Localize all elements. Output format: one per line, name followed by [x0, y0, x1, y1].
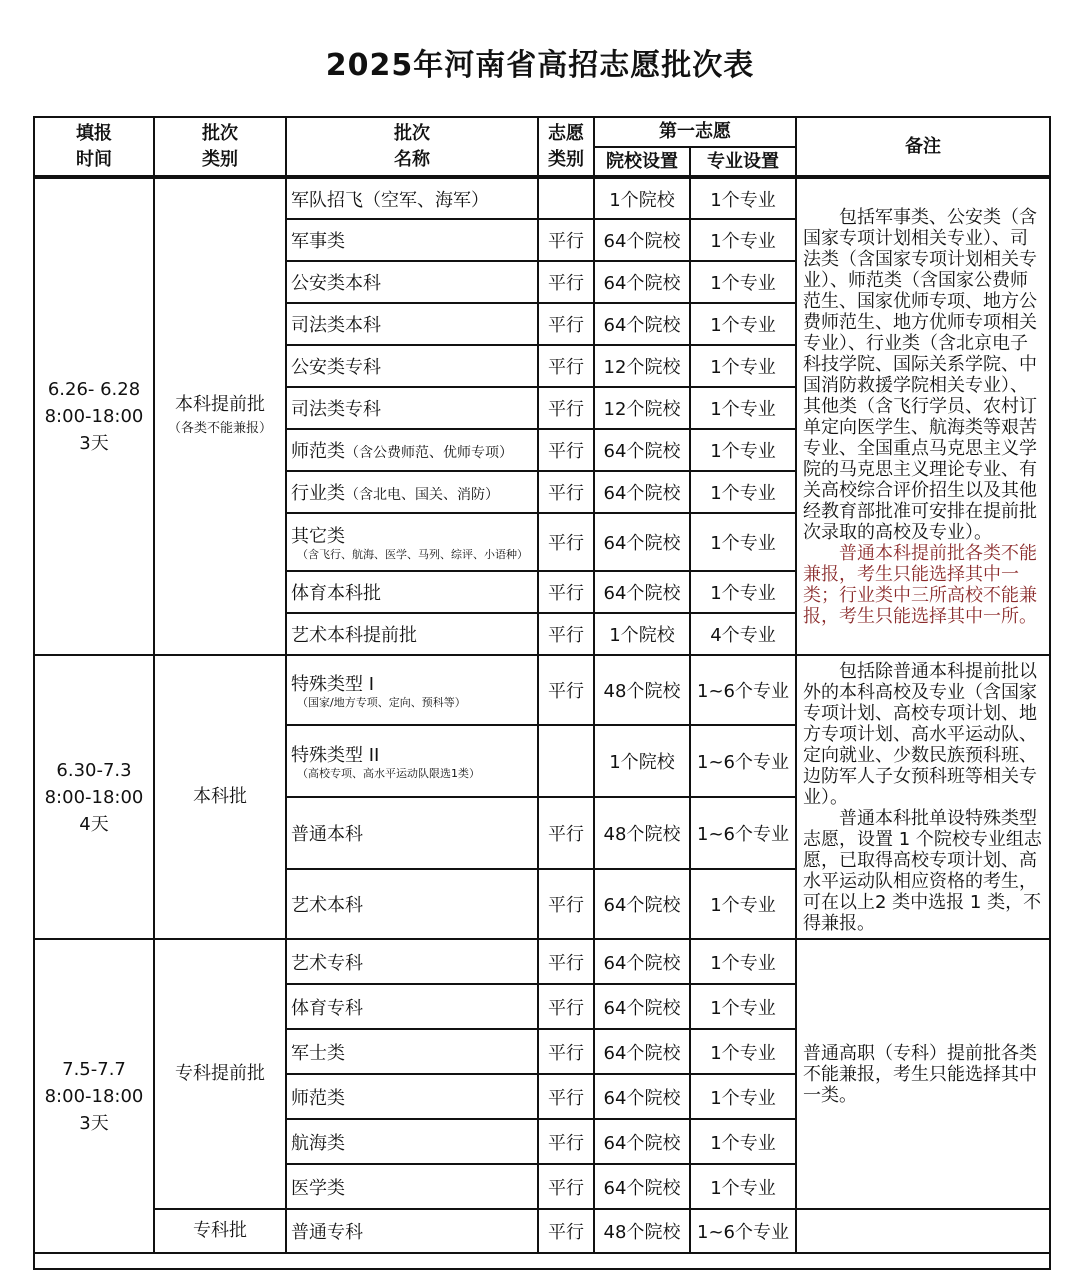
remarks-note [796, 177, 1050, 655]
batch-name: 体育本科批 [286, 571, 538, 613]
major-setting: 1个专业 [690, 513, 796, 571]
major-setting: 1个专业 [690, 261, 796, 303]
cell-text: 6.26- 6.28 [47, 379, 141, 400]
major-setting: 1~6个专业 [690, 725, 796, 797]
wish-type: 平行 [538, 869, 594, 939]
cell-text: （国家/地方专项、定向、预科等） [297, 696, 466, 709]
wish-type: 平行 [538, 571, 594, 613]
batch-name: 司法类本科 [286, 303, 538, 345]
major-setting: 1个专业 [690, 869, 796, 939]
school-setting: 64个院校 [594, 1029, 690, 1074]
cell-text: 批次 [394, 122, 430, 144]
group-time [34, 655, 154, 939]
cell-text: 普通高职（专科）提前批各类不能兼报，考生只能选择其中一类。 [803, 1042, 1037, 1106]
cell-text: 批次 [202, 122, 238, 144]
cell-text: 特殊类型 I [291, 674, 375, 695]
cell-text: （含公费师范、优师专项） [345, 445, 513, 461]
cell-text: （含飞行、航海、医学、马列、综评、小语种） [297, 548, 528, 561]
header-first-wish: 第一志愿 [594, 117, 796, 147]
batch-name: 普通本科 [286, 797, 538, 869]
cell-text: （含北电、国关、消防） [345, 487, 499, 503]
cell-text: 包括除普通本科提前批以外的本科高校及专业（含国家专项计划、高校专项计划、地方专项计划、高水平运动队、定向就业、少数民族预科班、边防军人子女预科班等相关专业）。 [803, 660, 1037, 808]
school-setting: 12个院校 [594, 345, 690, 387]
major-setting: 1~6个专业 [690, 655, 796, 725]
table-row [34, 1209, 1050, 1253]
wish-type: 平行 [538, 984, 594, 1029]
cell-text: 6.30-7.3 [56, 759, 132, 781]
cell-text: 名称 [394, 148, 430, 170]
major-setting: 1个专业 [690, 1029, 796, 1074]
cell-text: （各类不能兼报） [167, 420, 272, 436]
major-setting: 1个专业 [690, 1164, 796, 1209]
batch-name: 师范类 [286, 1074, 538, 1119]
header-batch-name [286, 117, 538, 177]
school-setting: 12个院校 [594, 387, 690, 429]
table-row [34, 655, 1050, 725]
cell-text: 3天 [79, 433, 109, 454]
major-setting: 1个专业 [690, 429, 796, 471]
major-setting: 1个专业 [690, 303, 796, 345]
batch-name: 军士类 [286, 1029, 538, 1074]
wish-type: 平行 [538, 1119, 594, 1164]
school-setting: 64个院校 [594, 513, 690, 571]
wish-type: 平行 [538, 1074, 594, 1119]
header-wish-type [538, 117, 594, 177]
major-setting: 1个专业 [690, 177, 796, 219]
cell-text: 填报 [76, 122, 112, 144]
cell-text: （高校专项、高水平运动队限选1类） [297, 767, 480, 780]
cell-text: 师范类 [291, 441, 345, 462]
cell-text: 行业类 [291, 483, 345, 504]
header-major-setting: 专业设置 [690, 147, 796, 177]
cell-text: 类别 [202, 148, 238, 170]
cell-text: 本科批 [193, 786, 247, 807]
cell-text: 3天 [79, 1112, 109, 1134]
cell-text: 8:00-18:00 [44, 406, 144, 427]
batch-name: 艺术本科 [286, 869, 538, 939]
wish-type: 平行 [538, 261, 594, 303]
cell-text: 其它类 [291, 526, 345, 547]
cell-text: 本科提前批 [175, 393, 265, 415]
batch-name [286, 725, 538, 797]
school-setting: 48个院校 [594, 1209, 690, 1253]
wish-type: 平行 [538, 613, 594, 655]
group-category [154, 655, 286, 939]
wish-type: 平行 [538, 219, 594, 261]
major-setting: 1个专业 [690, 571, 796, 613]
cut-off-row [34, 1253, 1050, 1269]
cell-text: 专科提前批 [175, 1063, 265, 1084]
cell-text: 类别 [548, 148, 584, 170]
major-setting: 1个专业 [690, 387, 796, 429]
wish-type: 平行 [538, 797, 594, 869]
batch-name: 军队招飞（空军、海军） [286, 177, 538, 219]
batch-name: 普通专科 [286, 1209, 538, 1253]
table-row [34, 939, 1050, 984]
major-setting: 1个专业 [690, 984, 796, 1029]
page-title: 2025年河南省高招志愿批次表 [325, 48, 755, 83]
wish-type: 平行 [538, 1209, 594, 1253]
header-remarks: 备注 [796, 117, 1050, 177]
school-setting: 64个院校 [594, 303, 690, 345]
school-setting: 48个院校 [594, 655, 690, 725]
batch-name [286, 429, 538, 471]
batch-name: 航海类 [286, 1119, 538, 1164]
group-time [34, 177, 154, 655]
batch-name: 体育专科 [286, 984, 538, 1029]
school-setting: 64个院校 [594, 1119, 690, 1164]
school-setting: 64个院校 [594, 1164, 690, 1209]
cell-text: 志愿 [548, 122, 584, 144]
major-setting: 1~6个专业 [690, 797, 796, 869]
school-setting: 64个院校 [594, 571, 690, 613]
group-time [34, 939, 154, 1253]
wish-type: 平行 [538, 1029, 594, 1074]
school-setting: 64个院校 [594, 429, 690, 471]
wish-type: 平行 [538, 471, 594, 513]
wish-type: 平行 [538, 939, 594, 984]
major-setting: 1个专业 [690, 1074, 796, 1119]
school-setting: 48个院校 [594, 797, 690, 869]
batch-name: 公安类本科 [286, 261, 538, 303]
header-school-setting: 院校设置 [594, 147, 690, 177]
batch-name: 军事类 [286, 219, 538, 261]
school-setting: 64个院校 [594, 939, 690, 984]
cell-text: 特殊类型 II [291, 745, 380, 766]
school-setting: 1个院校 [594, 177, 690, 219]
school-setting: 64个院校 [594, 869, 690, 939]
cell-text: 时间 [76, 148, 112, 170]
batch-table [33, 116, 1051, 1270]
wish-type: 平行 [538, 655, 594, 725]
major-setting: 1个专业 [690, 345, 796, 387]
batch-name: 艺术本科提前批 [286, 613, 538, 655]
school-setting: 64个院校 [594, 1074, 690, 1119]
major-setting: 1个专业 [690, 1119, 796, 1164]
wish-type: 平行 [538, 513, 594, 571]
batch-name: 艺术专科 [286, 939, 538, 984]
wish-type: 平行 [538, 1164, 594, 1209]
cell-text: 8:00-18:00 [44, 1085, 144, 1107]
wish-type: 平行 [538, 387, 594, 429]
table-row [34, 177, 1050, 219]
cell-text: 4天 [79, 813, 109, 835]
wish-type: 平行 [538, 429, 594, 471]
group-category [154, 939, 286, 1209]
table-row-cut [34, 1253, 1050, 1269]
batch-name [286, 471, 538, 513]
wish-type: 平行 [538, 303, 594, 345]
cell-text: 普通本科提前批各类不能兼报，考生只能选择其中一类；行业类中三所高校不能兼报，考生只能选择其中一所。 [803, 542, 1037, 627]
group-category [154, 177, 286, 655]
batch-name: 公安类专科 [286, 345, 538, 387]
batch-name [286, 655, 538, 725]
school-setting: 64个院校 [594, 219, 690, 261]
batch-name: 医学类 [286, 1164, 538, 1209]
cell-text: 包括军事类、公安类（含国家专项计划相关专业）、司法类（含国家专项计划相关专业）、师范类（含国家公费师范生、国家优师专项、地方公费师范生、地方优师专项相关专业）、行业类（含北京电子科技学院、国际关系学院、中国消防救援学院相关专业）、其他类（含飞行学员、农村订单定向医学生、航海类等艰苦专业、全国重点马克思主义学院的马克思主义理论专业、有关高校综合评价招生以及其他经教育部批准可安排在提前批次录取的高校及专业）。 [803, 206, 1037, 543]
remarks-note [796, 655, 1050, 939]
major-setting: 1个专业 [690, 939, 796, 984]
wish-type [538, 725, 594, 797]
header-fill-time [34, 117, 154, 177]
school-setting: 1个院校 [594, 613, 690, 655]
remarks-note [796, 939, 1050, 1209]
remarks-empty [796, 1209, 1050, 1253]
school-setting: 64个院校 [594, 471, 690, 513]
group-category: 专科批 [154, 1209, 286, 1253]
major-setting: 1个专业 [690, 471, 796, 513]
school-setting: 64个院校 [594, 984, 690, 1029]
wish-type: 平行 [538, 345, 594, 387]
batch-name: 司法类专科 [286, 387, 538, 429]
batch-name [286, 513, 538, 571]
cell-text: 普通本科批单设特殊类型志愿，设置 1 个院校专业组志愿，已取得高校专项计划、高水平运动队相应资格的考生，可在以上2 类中选报 1 类，不得兼报。 [803, 807, 1042, 934]
cell-text: 7.5-7.7 [62, 1058, 126, 1080]
major-setting: 4个专业 [690, 613, 796, 655]
school-setting: 64个院校 [594, 261, 690, 303]
header-batch-type [154, 117, 286, 177]
table-body [34, 177, 1050, 1269]
school-setting: 1个院校 [594, 725, 690, 797]
major-setting: 1~6个专业 [690, 1209, 796, 1253]
wish-type [538, 177, 594, 219]
major-setting: 1个专业 [690, 219, 796, 261]
cell-text: 8:00-18:00 [44, 786, 144, 808]
